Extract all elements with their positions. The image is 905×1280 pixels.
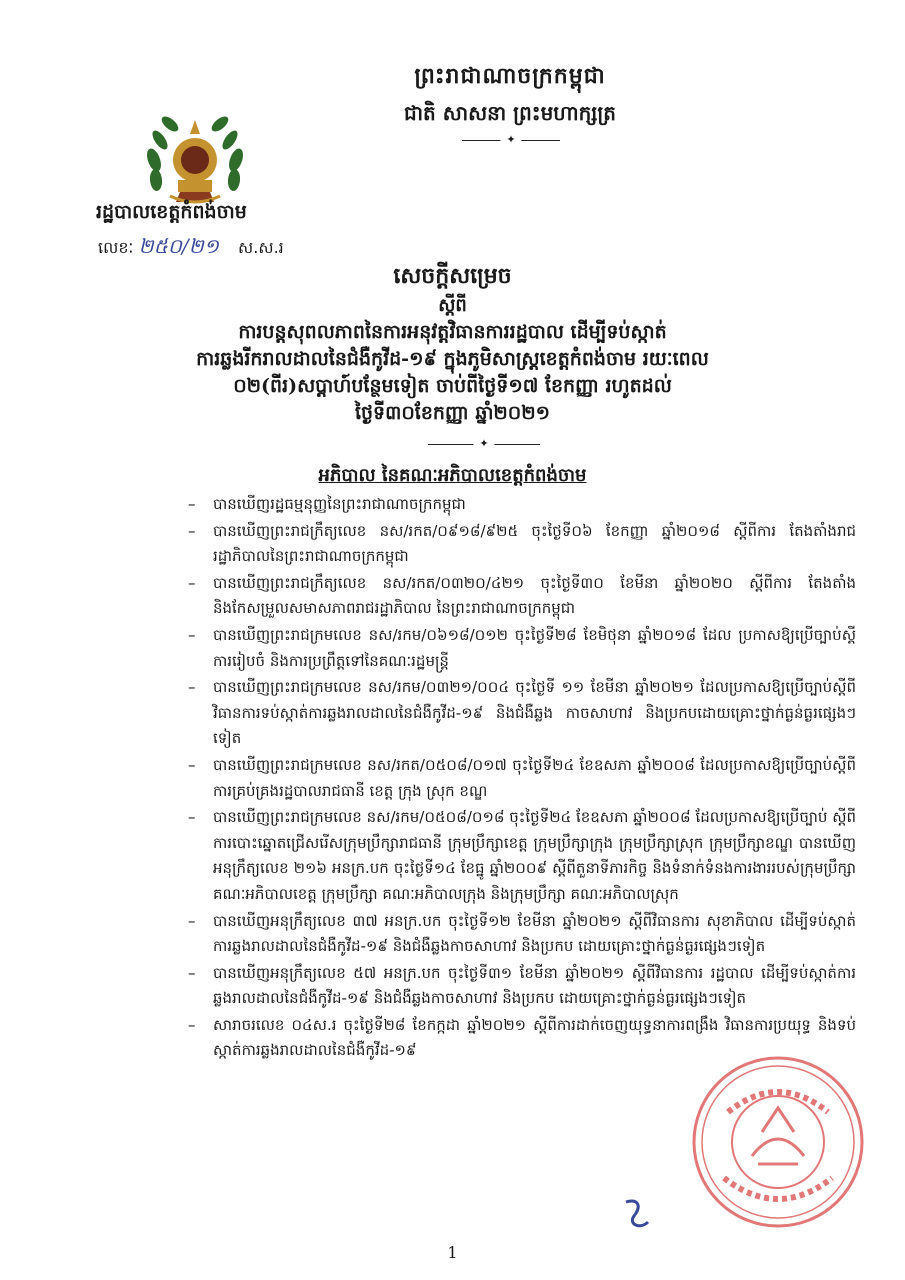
reference-suffix: ស.ស.រ <box>238 238 284 257</box>
issuing-authority: រដ្ឋបាលខេត្តកំពង់ចាម <box>96 201 247 223</box>
kingdom-heading: ព្រះរាជាណាចក្រកម្ពុជា <box>414 63 606 89</box>
reference-number: ២៥០/២១ <box>138 234 219 258</box>
title-divider <box>428 444 540 445</box>
consideration-item: – បានឃើញព្រះរាជក្រមលេខ នស/រកម/០៦១៨/០១២ ចុះថ្ងៃទី២៨ ខែមិថុនា ឆ្នាំ២០១៨ ដែល ប្រកាសឱ្យប្រើច្បាប់ស្តីការរៀបចំ និងការប្រព្រឹត្តទៅនៃគណៈរដ្ឋមន្ត្រី <box>188 625 856 670</box>
consideration-item: – បានឃើញព្រះរាជក្រមលេខ នស/រកត/០៥០៨/០១៧ ចុះថ្ងៃទី២៤ ខែឧសភា ឆ្នាំ២០០៨ ដែលប្រកាសឱ្យប្រើច្បាប់ស្តីពីការគ្រប់គ្រងរដ្ឋបាលរាជធានី ខេត្ត ក្រុង ស្រុក ខណ្ឌ <box>188 755 856 800</box>
header-divider <box>462 140 560 141</box>
reference-number-line <box>98 233 284 263</box>
subject-line-2: ការឆ្លងរីករាលដាលនៃជំងឺកូវីដ-១៩ ក្នុងភូមិសាស្ត្រខេត្តកំពង់ចាម រយៈពេល <box>196 348 709 370</box>
consideration-item: – បានឃើញព្រះរាជក្រឹត្យលេខ នស/រកត/០៩១៨/៩២៥ ចុះថ្ងៃទី០៦ ខែកញ្ញា ឆ្នាំ២០១៨ ស្តីពីការ តែងតាំងរាជរដ្ឋាភិបាលនៃព្រះរាជាណាចក្រកម្ពុជា <box>188 521 856 566</box>
subject-line-4: ថ្ងៃទី៣០ខែកញ្ញា ឆ្នាំ២០២១ <box>354 402 551 424</box>
consideration-item: – បានឃើញអនុក្រឹត្យលេខ ៣៧ អនក្រ.បក ចុះថ្ងៃទី១២ ខែមីនា ឆ្នាំ២០២១ ស្តីពីវិធានការ សុខាភិបាល ដើម្បីទប់ស្កាត់ការឆ្លងរាលដាលនៃជំងឺកូវីដ-១៩ និងជំងឺឆ្លងកាចសាហាវ និងប្រកប ដោយគ្រោះថ្នាក់ធ្ងន់ធ្ងរផ្សេងៗទៀត <box>188 911 856 956</box>
provincial-emblem-logo <box>140 100 250 210</box>
official-seal-stamp <box>688 1052 868 1232</box>
governor-heading: អភិបាល នៃគណៈអភិបាលខេត្តកំពង់ចាម <box>318 465 587 486</box>
subject-line-1: ការបន្តសុពលភាពនៃការអនុវត្តវិធានការរដ្ឋបាល ដើម្បីទប់ស្កាត់ <box>238 321 667 343</box>
page-number: 1 <box>447 1243 458 1262</box>
consideration-item: – សារាចរលេខ ០៤ស.រ ចុះថ្ងៃទី២៨ ខែកក្កដា ឆ្នាំ២០២១ ស្តីពីការដាក់ចេញយុទ្ធនាការពង្រឹង វិធានការប្រយុទ្ធ និងទប់ស្កាត់ការឆ្លងរាលដាលនៃជំងឺកូវីដ-១៩ <box>188 1015 856 1060</box>
considerations-list <box>188 492 856 1065</box>
document-type-title: សេចក្តីសម្រេច <box>393 263 512 289</box>
national-motto: ជាតិ សាសនា ព្រះមហាក្សត្រ <box>404 101 616 125</box>
subject-line-3: ០២(ពីរ)សប្តាហ៍បន្ថែមទៀត ចាប់ពីថ្ងៃទី១៧ ខែកញ្ញា រហូតដល់ <box>233 375 672 397</box>
consideration-item: – បានឃើញរដ្ឋធម្មនុញ្ញនៃព្រះរាជាណាចក្រកម្ពុជា <box>188 495 466 513</box>
reference-prefix: លេខៈ <box>98 238 134 257</box>
consideration-item: – បានឃើញអនុក្រឹត្យលេខ ៥៧ អនក្រ.បក ចុះថ្ងៃទី៣១ ខែមីនា ឆ្នាំ២០២១ ស្តីពីវិធានការ រដ្ឋបាល ដើម្បីទប់ស្កាត់ការឆ្លងរាលដាលនៃជំងឺកូវីដ-១៩ និងជំងឺឆ្លងកាចសាហាវ និងប្រកប ដោយគ្រោះថ្នាក់ធ្ងន់ធ្ងរផ្សេងៗទៀត <box>188 963 856 1008</box>
consideration-item: – បានឃើញព្រះរាជក្រមលេខ នស/រកម/០៥០៨/០១៨ ចុះថ្ងៃទី២៤ ខែឧសភា ឆ្នាំ២០០៨ ដែលប្រកាសឱ្យប្រើច្បាប់ ស្តីពី ការបោះឆ្នោតជ្រើសរើសក្រុមប្រឹក្សារាជធានី ក្រុមប្រឹក្សាខេត្ត ក្រុមប្រឹក្សាក្រុង ក្រុមប្រឹក្សាស្រុក ក្រុមប្រឹក្សាខណ្ឌ បានឃើញអនុក្រឹត្យលេខ ២១៦ អនក្រ.បក ចុះថ្ងៃទី១៤ ខែធ្នូ ឆ្នាំ២០០៩ ស្តីពីតួនាទីភារកិច្ច និងទំនាក់ទំនងការងាររបស់ក្រុមប្រឹក្សា គណៈអភិបាលខេត្ត ក្រុមប្រឹក្សា គណៈអភិបាលក្រុង និងក្រុមប្រឹក្សា គណៈអភិបាលស្រុក <box>188 808 856 903</box>
handwritten-initial <box>618 1196 658 1236</box>
consideration-item: – បានឃើញព្រះរាជក្រឹត្យលេខ នស/រកត/០៣២០/៤២១ ចុះថ្ងៃទី៣០ ខែមីនា ឆ្នាំ២០២០ ស្តីពីការ តែងតាំង និងកែសម្រួលសមាសភាពរាជរដ្ឋាភិបាល នៃព្រះរាជាណាចក្រកម្ពុជា <box>188 573 856 618</box>
consideration-item: – បានឃើញព្រះរាជក្រមលេខ នស/រកម/០៣២១/០០៤ ចុះថ្ងៃទី ១១ ខែមីនា ឆ្នាំ២០២១ ដែលប្រកាសឱ្យប្រើច្បាប់ស្តីពីវិធានការទប់ស្កាត់ការឆ្លងរាលដាលនៃជំងឺកូវីដ-១៩ និងជំងឺឆ្លង កាចសាហាវ និងប្រកបដោយគ្រោះថ្នាក់ធ្ងន់ធ្ងរផ្សេងៗទៀត <box>188 678 856 748</box>
title-about: ស្តីពី <box>438 295 467 316</box>
